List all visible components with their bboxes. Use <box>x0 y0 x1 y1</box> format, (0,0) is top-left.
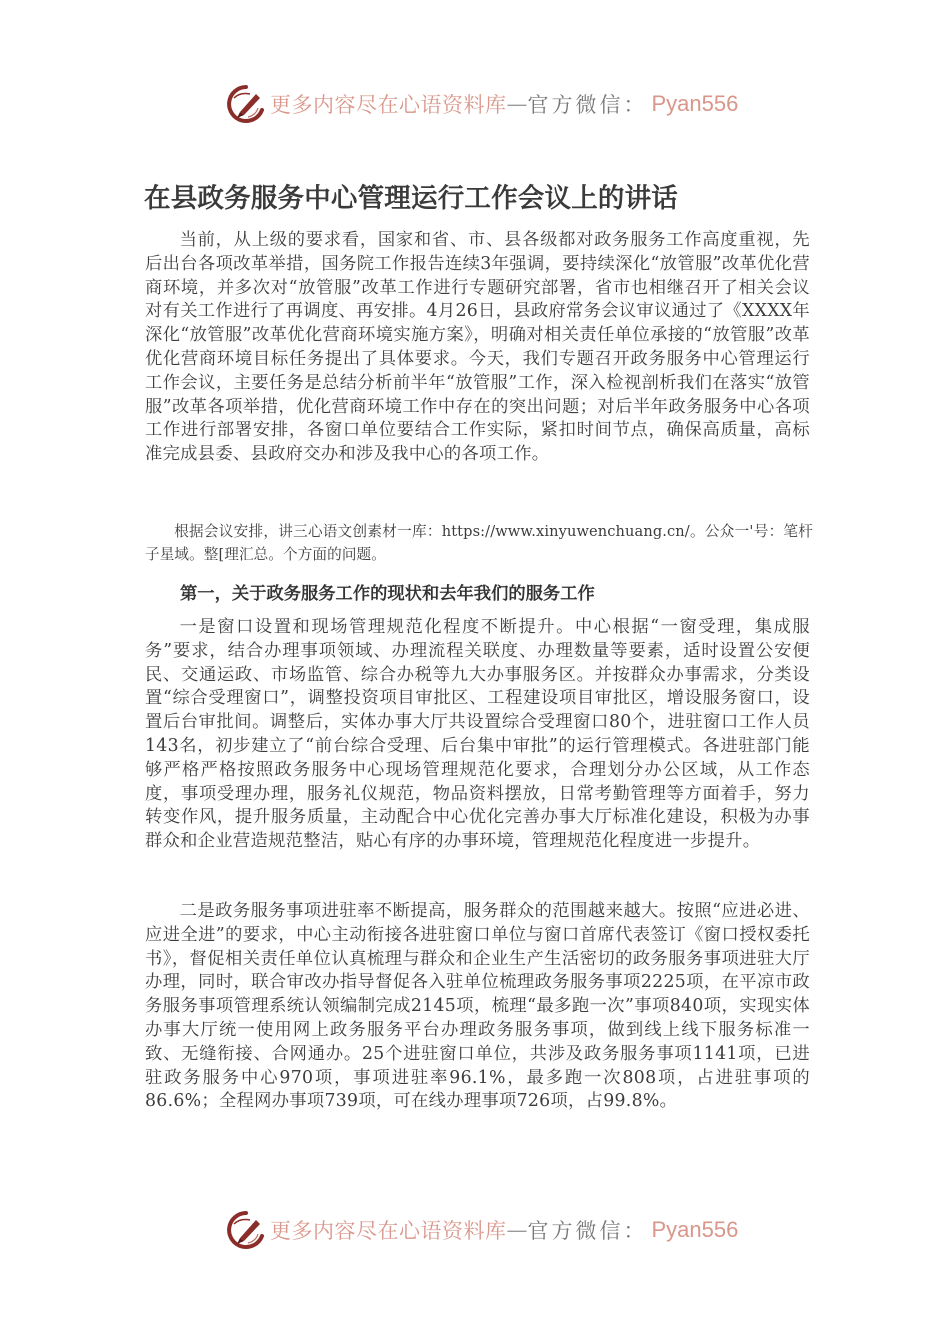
banner-slogan: 更多内容尽在心语资料库 <box>270 1219 507 1243</box>
banner-separator: — <box>506 1218 528 1242</box>
document-title: 在县政务服务中心管理运行工作会议上的讲话 <box>144 183 678 214</box>
section-heading-first: 第一，关于政务服务工作的现状和去年我们的服务工作 <box>180 584 595 604</box>
paragraph-service-items: 二是政务服务事项进驻率不断提高，服务群众的范围越来越大。按照“应进必进、应进全进”的要求，中心主动衔接各进驻窗口单位与窗口首席代表签订《窗口授权委托书》，督促相关责任单位认真梳理与群众和企业生产生活密切的政务服务事项进驻大厅办理，同时，联合审改办指导督促各入驻单位梳理政务服务事项2225项，在平凉市政务服务事项管理系统认领编制完成2145项，梳理“最多跑一次”事项840项，实现实体办事大厅统一使用网上政务服务平台办理政务服务事项，做到线上线下服务标准一致、无缝衔接、合网通办。25个进驻窗口单位，共涉及政务服务事项1141项，已进驻政务服务中心970项，事项进驻率96.1%，最多跑一次808项，占进驻事项的86.6%；全程网办事项739项，可在线办理事项726项，占99.8%。 <box>145 901 810 1112</box>
banner-wechat-label: 官方微信： <box>527 93 648 117</box>
paragraph-arrangement: 根据会议安排，讲三心语文创素材一库：https://www.xinyuwenchuang.cn/。公众一'号：笔杆子星域。整[理汇总。个方面的问题。 <box>145 523 813 563</box>
banner-wechat-id: Pyan556 <box>651 1217 739 1242</box>
quill-pen-logo-icon <box>226 1210 266 1250</box>
paragraph-window-setup: 一是窗口设置和现场管理规范化程度不断提升。中心根据“一窗受理，集成服务”要求，结合办理事项领域、办理流程关联度、办理数量等要素，适时设置公安便民、交通运政、市场监管、综合办税等九大办事服务区。并按群众办事需求，分类设置“综合受理窗口”，调整投资项目审批区、工程建设项目审批区，增设服务窗口，设置后台审批间。调整后，实体办事大厅共设置综合受理窗口80个，进驻窗口工作人员143名，初步建立了“前台综合受理、后台集中审批”的运行管理模式。各进驻部门能够严格严格按照政务服务中心现场管理规范化要求，合理划分办公区域，从工作态度，事项受理办理，服务礼仪规范，物品资料摆放，日常考勤管理等方面着手，努力转变作风，提升服务质量，主动配合中心优化完善办事大厅标准化建设，积极为办事群众和企业营造规范整洁，贴心有序的办事环境，管理规范化程度进一步提升。 <box>145 617 810 852</box>
banner-separator: — <box>506 92 528 116</box>
header-watermark-banner <box>226 82 739 126</box>
banner-slogan: 更多内容尽在心语资料库 <box>270 93 507 117</box>
footer-watermark-banner <box>226 1208 739 1252</box>
quill-pen-logo-icon <box>226 84 266 124</box>
paragraph-intro: 当前，从上级的要求看，国家和省、市、县各级都对政务服务工作高度重视，先后出台各项改革举措，国务院工作报告连续3年强调，要持续深化“放管服”改革优化营商环境，并多次对“放管服”改革工作进行专题研究部署，省市也相继召开了相关会议对有关工作进行了再调度、再安排。4月26日，县政府常务会议审议通过了《XXXX年深化“放管服”改革优化营商环境实施方案》，明确对相关责任单位承接的“放管服”改革优化营商环境目标任务提出了具体要求。今天，我们专题召开政务服务中心管理运行工作会议，主要任务是总结分析前半年“放管服”工作，深入检视剖析我们在落实“放管服”改革各项举措，优化营商环境工作中存在的突出问题；对后半年政务服务中心各项工作进行部署安排，各窗口单位要结合工作实际，紧扣时间节点，确保高质量，高标准完成县委、县政府交办和涉及我中心的各项工作。 <box>145 230 810 465</box>
banner-wechat-label: 官方微信： <box>527 1219 648 1243</box>
banner-wechat-id: Pyan556 <box>651 91 739 116</box>
